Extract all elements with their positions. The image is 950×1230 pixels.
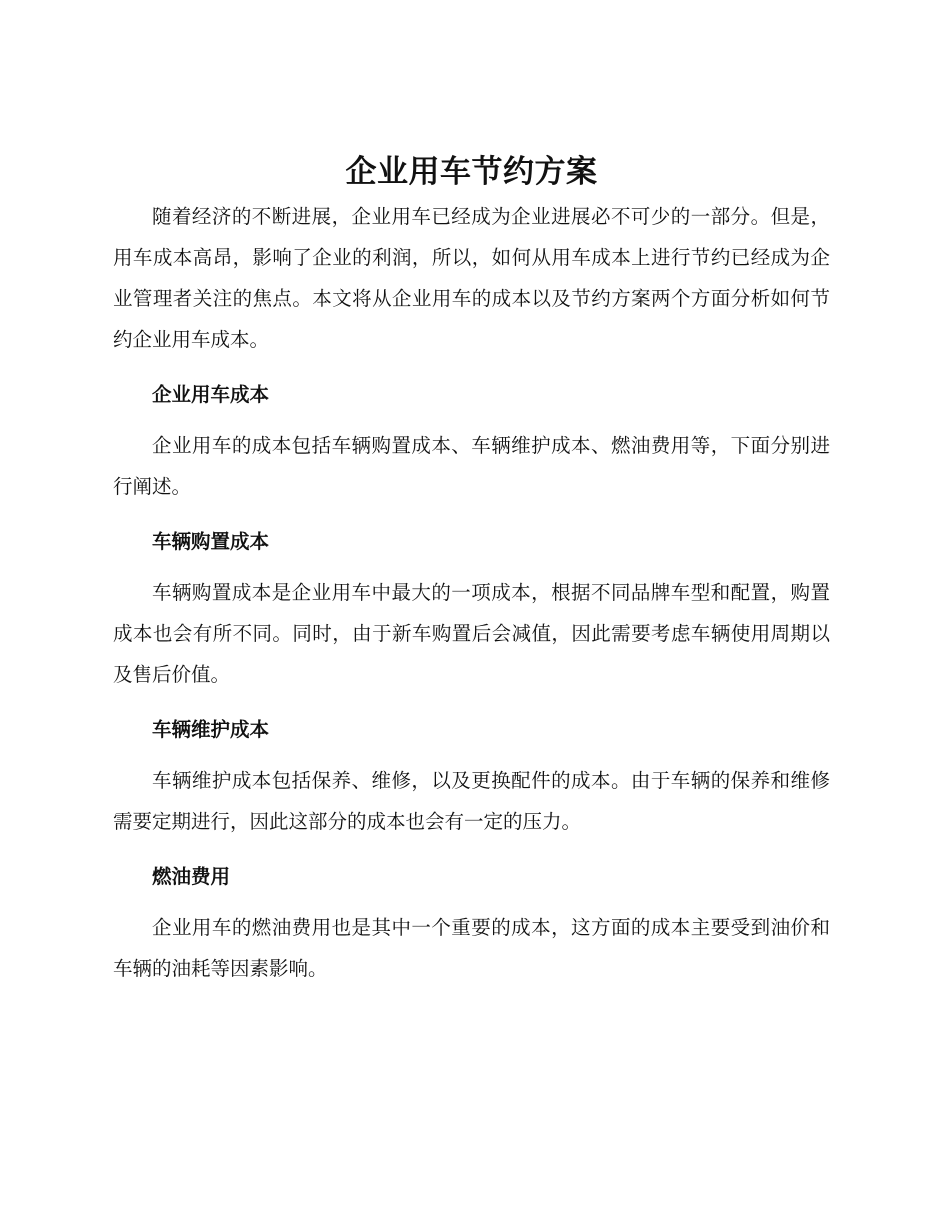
section-purchase-cost [113,521,830,695]
section-fuel-cost [113,856,830,989]
section-heading: 燃油费用 [152,865,231,888]
section-heading: 企业用车成本 [152,383,270,406]
section-enterprise-car-cost [113,374,830,507]
document-page [113,150,830,989]
section-paragraph: 企业用车的成本包括车辆购置成本、车辆维护成本、燃油费用等，下面分别进行阐述。 [113,434,830,498]
document-title: 企业用车节约方案 [345,154,598,190]
section-maintenance-cost [113,709,830,842]
intro-paragraph: 随着经济的不断进展，企业用车已经成为企业进展必不可少的一部分。但是，用车成本高昂，影响了企业的利润，所以，如何从用车成本上进行节约已经成为企业管理者关注的焦点。本文将从企业用车的成本以及节约方案两个方面分析如何节约企业用车成本。 [113,205,830,351]
section-heading: 车辆维护成本 [152,718,270,741]
section-paragraph: 车辆购置成本是企业用车中最大的一项成本，根据不同品牌车型和配置，购置成本也会有所不同。同时，由于新车购置后会减值，因此需要考虑车辆使用周期以及售后价值。 [113,581,830,686]
section-paragraph: 企业用车的燃油费用也是其中一个重要的成本，这方面的成本主要受到油价和车辆的油耗等因素影响。 [113,916,830,980]
section-paragraph: 车辆维护成本包括保养、维修，以及更换配件的成本。由于车辆的保养和维修需要定期进行，因此这部分的成本也会有一定的压力。 [113,769,830,833]
section-heading: 车辆购置成本 [152,530,270,553]
